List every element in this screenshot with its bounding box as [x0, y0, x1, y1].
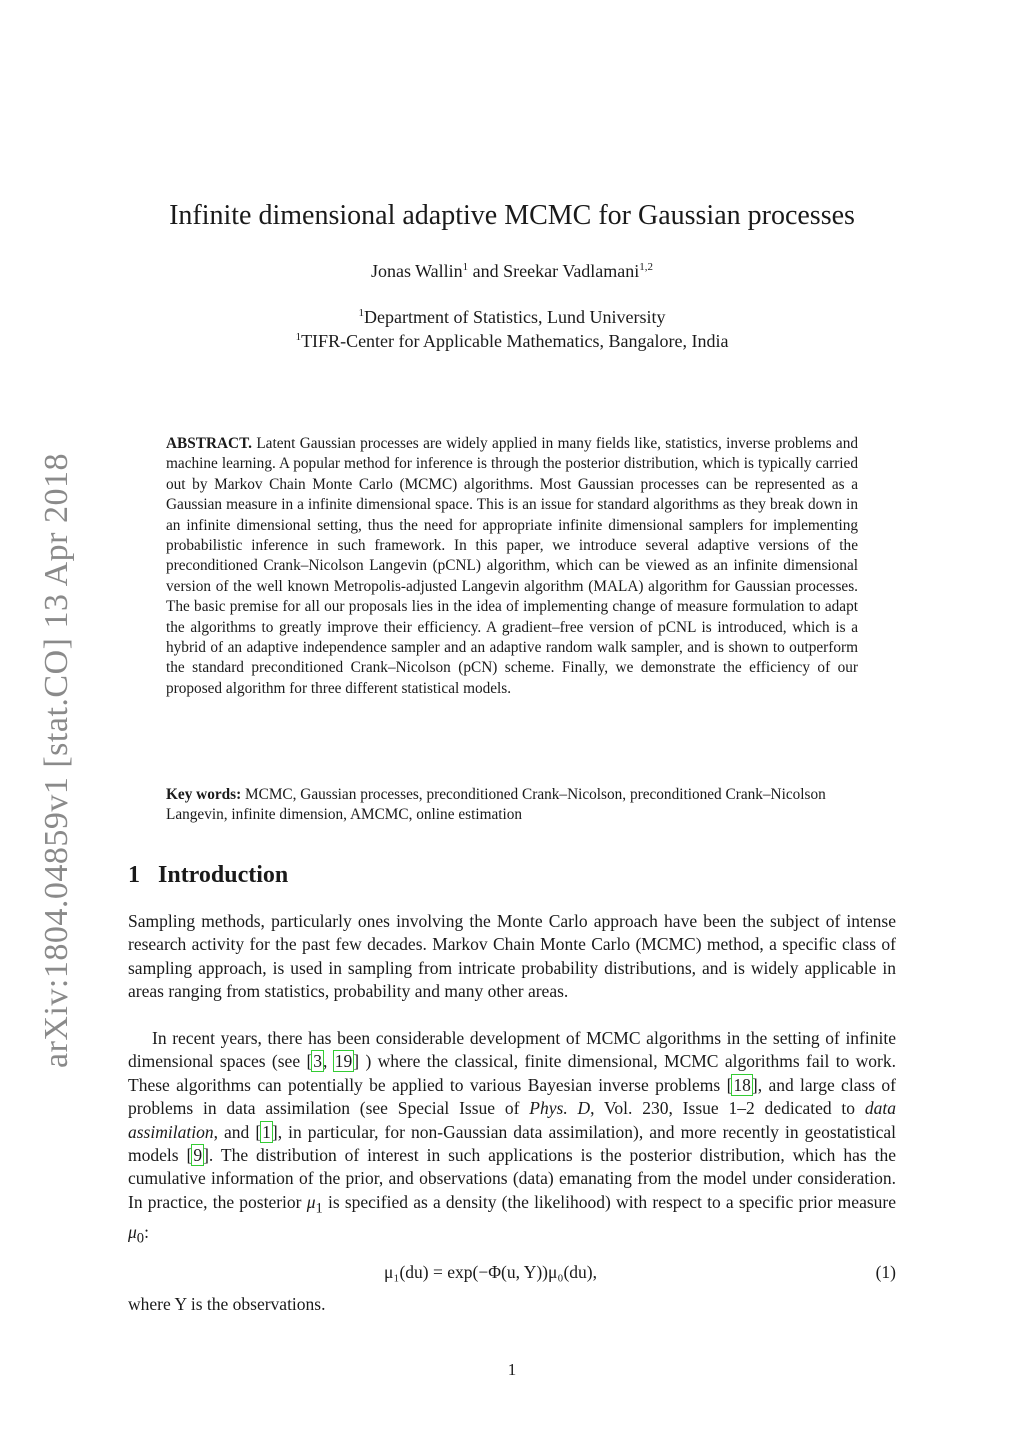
topic-emphasis: data assimilation	[128, 1098, 896, 1142]
math-symbol: μ	[128, 1221, 137, 1242]
paper-title: Infinite dimensional adaptive MCMC for Gaussian processes	[169, 200, 855, 231]
abstract-label: ABSTRACT.	[166, 435, 252, 452]
math-subscript: 1	[315, 1200, 323, 1217]
equation-number: (1)	[875, 1262, 896, 1282]
citation-link[interactable]: 19	[334, 1051, 353, 1072]
author-name: Sreekar Vadlamani	[503, 261, 640, 281]
author-name: Jonas Wallin	[370, 261, 463, 281]
citation-link[interactable]: 3	[313, 1051, 323, 1072]
affiliation-mark: 1	[295, 331, 302, 343]
section-number: 1	[128, 862, 140, 888]
body-paragraph: In recent years, there has been considerable development of MCMC algorithms in the setting of infinite dimensional spaces (see [3, 19] ) where the classical, finite dimensional, MCMC algorithms fail to work. These algorithms can potentially be applied to various Bayesian inverse problems [18], and large class of problems in data assimilation (see Special Issue of Phys. D, Vol. 230, Issue 1–2 dedicated to data assimilation, and [1], in particular, for non-Gaussian data assimilation), and more recently in geostatistical models [9]. The distribution of interest in such applications is the posterior distribution, which has the cumulative information of the prior, and observations (data) emanating from the model under consideration. In practice, the posterior $\mu_1$ is specified as a density (the likelihood) with respect to a specific prior measure $\mu_0$:	[128, 1028, 897, 1247]
body-paragraph: Sampling methods, particularly ones involving the Monte Carlo approach have been the subject of intense research activity for the past few decades. Markov Chain Monte Carlo (MCMC) method, a specific class of sampling approach, is used in sampling from intricate probability distributions, and is widely applicable in areas ranging from statistics, probability and many other areas.	[128, 911, 896, 1002]
affiliation-text: Department of Statistics, Lund University	[364, 307, 666, 327]
author-affiliation-mark: 1,2	[639, 261, 654, 273]
author-line	[0, 261, 1024, 282]
affiliation	[0, 331, 1024, 352]
keywords	[166, 785, 858, 826]
keywords-label: Key words:	[166, 786, 242, 803]
arxiv-identifier-stamp: arXiv:1804.04859v1 [stat.CO] 13 Apr 2018	[38, 453, 75, 1068]
author-conjunction: and	[468, 261, 504, 281]
abstract-text: Latent Gaussian processes are widely applied in many fields like, statistics, inverse problems and machine learning. A popular method for inference is through the posterior distribution, which is typically carried out by Markov Chain Monte Carlo (MCMC) algorithms. Most Gaussian processes can be represented as a Gaussian measure in a infinite dimensional space. This is an issue for standard algorithms as they break down in an infinite dimensional setting, thus the need for appropriate infinite dimensional samplers for implementing probabilistic inference in such framework. In this paper, we introduce several adaptive versions of the preconditioned Crank–Nicolson Langevin (pCNL) algorithm, which can be viewed as an infinite dimensional version of the well known Metropolis-adjusted Langevin algorithm (MALA) algorithm for Gaussian processes. The basic premise for all our proposals lies in the idea of implementing change of measure formulation to adapt the algorithms to greatly improve their efficiency. A gradient–free version of pCNL is introduced, which is a hybrid of an adaptive independence sampler and an adaptive random walk sampler, and is shown to outperform the standard preconditioned Crank–Nicolson (pCN) scheme. Finally, we demonstrate the efficiency of our proposed algorithm for three different statistical models.	[166, 435, 858, 697]
page-number: 1	[507, 1360, 517, 1379]
equation-1	[128, 1262, 896, 1286]
section-title: Introduction	[158, 862, 289, 888]
math-symbol: μ	[306, 1191, 316, 1212]
affiliation-mark: 1	[358, 307, 365, 319]
abstract	[166, 434, 858, 699]
keywords-text: MCMC, Gaussian processes, preconditioned Crank–Nicolson, preconditioned Crank–Nicolson Langevin, infinite dimension, AMCMC, online estimation	[166, 786, 826, 824]
citation-link[interactable]: 1	[262, 1121, 271, 1142]
body-text: where Y is the observations.	[128, 1294, 326, 1314]
affiliation-text: TIFR-Center for Applicable Mathematics, Bangalore, India	[301, 331, 729, 351]
math-subscript: 0	[136, 1230, 145, 1247]
section-heading	[128, 862, 288, 889]
affiliation	[0, 307, 1024, 328]
author-affiliation-mark: 1	[462, 261, 469, 273]
citation-link[interactable]: 18	[733, 1074, 751, 1095]
journal-name: Phys. D	[529, 1098, 591, 1119]
equation-body: μ₁(du) = exp(−Φ(u, Y))μ₀(du),	[384, 1262, 597, 1282]
citation-link[interactable]: 9	[193, 1145, 203, 1166]
